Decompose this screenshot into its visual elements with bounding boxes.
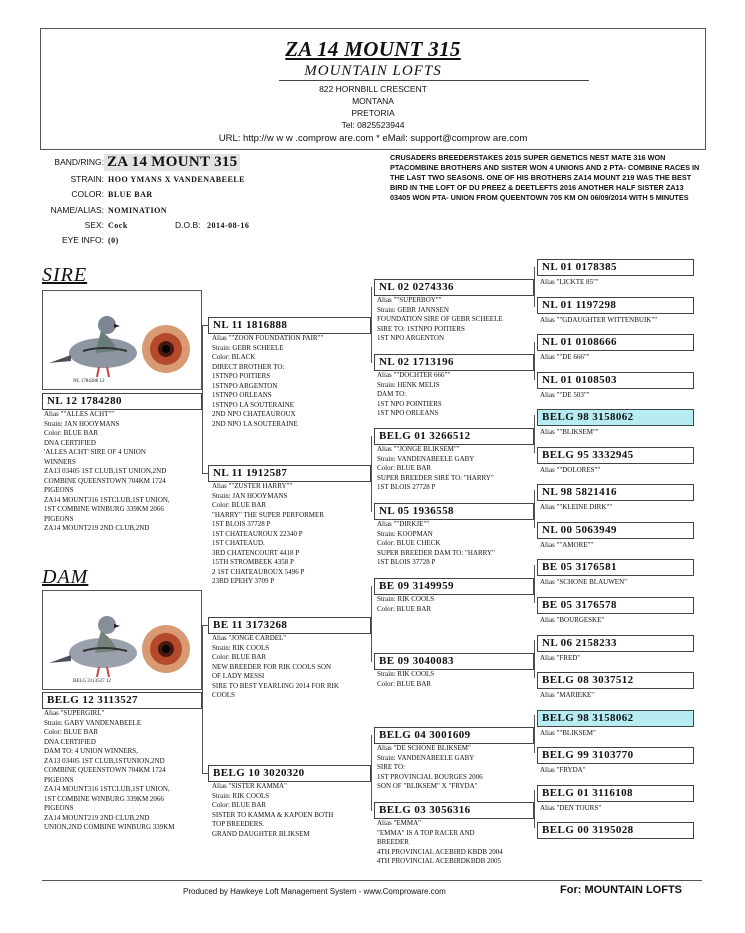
dam-photo-caption: BELG 3113527 12 (73, 679, 111, 684)
detail-line: FOUNDATION SIRE OF GEBR SCHEELE (377, 315, 503, 323)
detail-line: PIGEONS (44, 804, 74, 812)
detail-line: Color: BLUE BAR (377, 679, 432, 688)
detail-line: SUPER BREEDER SIRE TO: "HARRY" (377, 473, 494, 482)
eye-label: EYE INFO: (61, 235, 104, 245)
detail-line: ZA14 MOUNT219 2ND CLUB,2ND (44, 813, 150, 822)
gen2-details-1 (212, 334, 323, 429)
gen4-band: BE 05 3176578 (537, 597, 694, 614)
gen4-alias: Alias ""DE 503"" (540, 391, 590, 399)
detail-line: Strain: HENK MELIS (377, 380, 440, 389)
detail-line: SIRE TO: 1STNPO POITIERS (377, 324, 465, 333)
detail-line: Alias "JONGE CARDEL" (212, 634, 287, 642)
connector (202, 625, 203, 773)
url-email: URL: http://w w w .comprow are.com * eMail: support@comprow are.com (218, 133, 528, 144)
eye-value: (0) (108, 236, 119, 245)
gen4-alias: Alias ""DOLORES"" (540, 466, 601, 474)
gen4-alias: Alias ""KLEINE DIRK"" (540, 503, 613, 511)
detail-line: ZA14 MOUNT316 1STCLUB,1ST UNION, (44, 495, 170, 504)
pigeon-image (43, 291, 201, 389)
detail-line: DAM TO: (377, 390, 407, 398)
dam-details (44, 709, 175, 833)
detail-line: 1ST NPO POINTIERS (377, 399, 442, 408)
detail-line: 1ST COMBINE WINBURG 339KM 2066 (44, 794, 164, 803)
gen2-band-1: NL 11 1816888 (208, 317, 371, 334)
gen4-alias: Alias "DEN TOURS" (540, 804, 602, 812)
gen2-details-3 (212, 634, 339, 701)
detail-line: COMBINE QUEENSTOWN 704KM 1724 (44, 476, 166, 485)
detail-line: WINNERS (44, 457, 76, 466)
gen4-band: BELG 08 3037512 (537, 672, 694, 689)
detail-line: "HARRY" THE SUPER PERFORMER (212, 510, 324, 519)
dam-heading: DAM (42, 566, 89, 588)
dob-label: D.O.B: (175, 220, 201, 230)
dob-value: 2014-08-16 (207, 221, 250, 230)
detail-line: Strain: RIK COOLS (212, 791, 270, 800)
detail-line: Alias ""SUPERBOY"" (377, 296, 442, 304)
dam-photo (42, 590, 202, 690)
detail-line: Alias "EMMA" (377, 819, 422, 827)
detail-line: 15TH STROMBEEK 4358 P (212, 558, 294, 566)
pigeon-image (43, 591, 201, 689)
detail-line: Alias ""DOCHTER 666"" (377, 371, 451, 379)
gen3-band-8: BELG 03 3056316 (374, 802, 534, 819)
detail-line: Color: BLUE BAR (212, 501, 267, 509)
detail-line: SUPER BREEDER DAM TO: "HARRY" (377, 548, 495, 557)
detail-line: Alias ""ZUSTER HARRY"" (212, 482, 293, 490)
detail-line: PIGEONS (44, 514, 74, 523)
detail-line: Color: BLACK (212, 353, 256, 361)
connector (534, 715, 535, 753)
sex-value: Cock (108, 221, 128, 230)
gen3-details-3 (377, 445, 494, 493)
strain-value: HOO YMANS X VANDENABEELE (108, 175, 245, 184)
detail-line: PIGEONS (44, 486, 74, 494)
detail-line: 1ST BLOIS 27728 P (377, 483, 436, 491)
detail-line: Alias ""ALLES ACHT"" (44, 410, 115, 418)
detail-line: 4TH PROVINCIAL ACEBIRDKBDB 2005 (377, 857, 501, 865)
strain-label: STRAIN: (70, 174, 104, 184)
header-box (40, 28, 706, 150)
detail-line: 1ST BLOIS 37728 P (212, 520, 271, 528)
detail-line: SIRE TO BEST YEARLING 2014 FOR RIK (212, 681, 339, 690)
detail-line: Alias "DE SCHONE BLIKSEM" (377, 744, 471, 752)
remarks-text: CRUSADERS BREEDERSTAKES 2015 SUPER GENETICS NEST MATE 316 WON PTACOMBINE BROTHERS AND SISTER WON 4 UNIONS AND 2 PTA- COMBINE RACES IN THE LAST TWO SEASONS. ONE OF HIS BROTHERS ZA14 MOUNT 219 WAS THE BEST BIRD IN THE LOFT OF DU PREEZ & DEETLEFTS 2016 ANOTHER HALF SISTER ZA13 03405 WON PTA- UNION FROM QUEENTOWN 705 KM ON 06/09/2014 WITH 5 MINUTES (390, 153, 700, 202)
sex-label: SEX: (84, 220, 104, 230)
detail-line: Color: BLUE BAR (212, 653, 267, 661)
gen3-details-4 (377, 520, 495, 568)
gen4-band: BELG 98 3158062 (537, 710, 694, 727)
name-value: NOMINATION (108, 206, 168, 215)
gen3-details-6 (377, 670, 434, 689)
gen4-band: BELG 98 3158062 (537, 409, 694, 426)
sire-details (44, 410, 170, 534)
gen3-details-5 (377, 595, 434, 614)
detail-line: OF LADY MESSI (212, 672, 265, 680)
gen4-alias: Alias ""DE 666"" (540, 353, 590, 361)
gen2-band-3: BE 11 3173268 (208, 617, 371, 634)
connector (534, 267, 535, 307)
sire-photo (42, 290, 202, 390)
address-line-2: MONTANA (352, 96, 394, 106)
connector (202, 473, 208, 474)
address-line-1: 822 HORNBILL CRESCENT (319, 84, 427, 94)
gen4-band: NL 01 0108503 (537, 372, 694, 389)
sire-heading: SIRE (42, 264, 88, 286)
gen2-band-2: NL 11 1912587 (208, 465, 371, 482)
connector (534, 565, 535, 603)
for-loft: For: MOUNTAIN LOFTS (560, 884, 682, 896)
connector (371, 436, 372, 512)
gen3-details-1 (377, 296, 503, 344)
color-value: BLUE BAR (108, 190, 153, 199)
detail-line: 2ND NPO LA SOUTERAINE (212, 419, 298, 428)
gen2-band-4: BELG 10 3020320 (208, 765, 371, 782)
produced-by: Produced by Hawkeye Loft Management System - www.Comproware.com (183, 887, 446, 896)
detail-line: 1ST CHATEAUD. (212, 539, 265, 547)
gen4-alias: Alias ""BLIKSEM" (540, 729, 596, 737)
detail-line: Strain: JAN HOOYMANS (212, 491, 288, 500)
detail-line: Strain: VANDENABEELE GABY (377, 454, 475, 463)
detail-line: 2 1ST CHATEAUROUX 5496 P (212, 567, 305, 576)
detail-line: Color: BLUE BAR (212, 801, 267, 809)
gen4-alias: Alias "MARIEKE" (540, 691, 595, 699)
detail-line: Color: BLUE BAR (44, 429, 99, 437)
detail-line: 'ALLES ACHT' SIRE OF 4 UNION (44, 448, 146, 456)
page-title: ZA 14 MOUNT 315 (285, 37, 461, 61)
detail-line: Color: BLUE BAR (44, 728, 99, 736)
gen4-band: BELG 99 3103770 (537, 747, 694, 764)
gen4-alias: Alias ""AMORE"" (540, 541, 594, 549)
gen3-band-3: BELG 01 3266512 (374, 428, 534, 445)
detail-line: Strain: GABY VANDENABEELE (44, 718, 142, 727)
gen4-band: BE 05 3176581 (537, 559, 694, 576)
detail-line: 1ST PROVINCIAL BOURGES 2006 (377, 772, 483, 781)
detail-line: Alias "SUPERGIRL" (44, 709, 105, 717)
gen4-band: NL 98 5821416 (537, 484, 694, 501)
detail-line: 23RD EPEHY 3709 P (212, 577, 275, 585)
gen3-details-8 (377, 819, 503, 867)
detail-line: ZA13 03405 1ST CLUB,1ST UNION,2ND (44, 467, 167, 475)
detail-line: COMBINE QUEENSTOWN 704KM 1724 (44, 766, 166, 774)
detail-line: 1STNPO ARGENTON (212, 381, 278, 390)
detail-line: ZA13 03405 1ST CLUB,1STUNION,2ND (44, 756, 165, 765)
dam-band: BELG 12 3113527 (42, 692, 202, 709)
gen3-band-4: NL 05 1936558 (374, 503, 534, 520)
detail-line: ZA14 MOUNT316 1STCLUB,1ST UNION, (44, 785, 170, 793)
detail-line: 2ND NPO CHATEAUROUX (212, 410, 296, 418)
gen3-details-2 (377, 371, 450, 419)
gen3-band-7: BELG 04 3001609 (374, 727, 534, 744)
gen4-band: BELG 95 3332945 (537, 447, 694, 464)
detail-line: Color: BLUE CHECK (377, 539, 441, 547)
detail-line: 1STNPO POITIERS (212, 372, 271, 380)
band-value: ZA 14 MOUNT 315 (104, 154, 240, 171)
gen3-details-7 (377, 744, 483, 792)
detail-line: BREEDER (377, 838, 409, 846)
gen3-band-2: NL 02 1713196 (374, 354, 534, 371)
detail-line: TOP BREEDERS. (212, 820, 265, 828)
detail-line: NEW BREEDER FOR RIK COOLS SON (212, 662, 332, 671)
gen4-band: NL 01 0108666 (537, 334, 694, 351)
header-rule (279, 80, 589, 81)
detail-line: 4TH PROVINCIAL ACEBIRD KBDB 2004 (377, 847, 503, 856)
detail-line: 1ST CHATEAUROUX 22340 P (212, 529, 303, 538)
detail-line: UNION,2ND COMBINE WINBURG 339KM (44, 823, 175, 831)
gen4-alias: Alias ""BLIKSEM"" (540, 428, 599, 436)
gen4-band: NL 06 2158233 (537, 635, 694, 652)
gen4-alias: Alias "LICKTE 85"" (540, 278, 599, 286)
detail-line: SISTER TO KAMMA & KAPOEN BOTH (212, 810, 334, 819)
detail-line: SON OF "BLIKSEM" X "FRYDA" (377, 782, 478, 790)
gen4-alias: Alias ""GDAUGHTER WITTENBUIK"" (540, 316, 658, 324)
detail-line: 1STNPO LA SOUTERAINE (212, 400, 295, 409)
gen4-band: NL 00 5063949 (537, 522, 694, 539)
detail-line: SIRE TO: (377, 763, 405, 771)
connector (534, 490, 535, 528)
gen4-alias: Alias "FRYDA" (540, 766, 586, 774)
color-label: COLOR: (71, 189, 104, 199)
detail-line: PIGEONS (44, 775, 74, 784)
detail-line: 1ST BLOIS 37728 P (377, 558, 436, 566)
connector (202, 325, 203, 473)
detail-line: 1STNPO ORLEANS (212, 391, 272, 399)
detail-line: Color: BLUE BAR (377, 604, 432, 613)
detail-line: Strain: JAN HOOYMANS (44, 419, 120, 428)
gen4-band: BELG 01 3116108 (537, 785, 694, 802)
connector (371, 586, 372, 662)
gen4-band: NL 01 1197298 (537, 297, 694, 314)
gen4-alias: Alias "FRED" (540, 654, 581, 662)
detail-line: 3RD CHATENCOURT 4418 P (212, 548, 300, 557)
detail-line: Alias ""ZOON FOUNDATION PAIR"" (212, 334, 324, 342)
gen4-band: BELG 00 3195028 (537, 822, 694, 839)
detail-line: 1ST NPO ORLEANS (377, 409, 439, 417)
detail-line: DNA CERTIFIED (44, 438, 96, 447)
detail-line: Alias ""DIRKJE"" (377, 520, 430, 528)
gen2-details-4 (212, 782, 333, 839)
gen4-alias: Alias "BOURGESKE" (540, 616, 605, 624)
detail-line: 1ST NPO ARGENTON (377, 334, 445, 342)
gen3-band-5: BE 09 3149959 (374, 578, 534, 595)
detail-line: Strain: GEBR JANNSEN (377, 305, 449, 314)
detail-line: Alias "SISTER KAMMA" (212, 782, 287, 790)
detail-line: Strain: KOOPMAN (377, 529, 433, 538)
address-line-3: PRETORIA (351, 108, 395, 118)
detail-line: DNA CERTIFIED (44, 737, 96, 746)
detail-line: ZA14 MOUNT219 2ND CLUB,2ND (44, 524, 150, 532)
gen4-alias: Alias "SCHONE BLAUWEN" (540, 578, 627, 586)
gen2-details-2 (212, 482, 324, 587)
detail-line: Strain: RIK COOLS (212, 643, 270, 652)
connector (371, 735, 372, 811)
detail-line: 1ST COMBINE WINBURG 339KM 2066 (44, 505, 164, 513)
detail-line: Alias ""JONGE BLIKSEM"" (377, 445, 460, 453)
detail-line: Strain: RIK COOLS (377, 670, 435, 678)
gen3-band-6: BE 09 3040083 (374, 653, 534, 670)
detail-line: Color: BLUE BAR (377, 464, 432, 472)
detail-line: Strain: RIK COOLS (377, 595, 435, 603)
connector (534, 415, 535, 453)
detail-line: Strain: VANDENABEELE GABY (377, 753, 475, 762)
footer-rule (42, 880, 702, 881)
sire-band: NL 12 1784280 (42, 393, 202, 410)
detail-line: GRAND DAUGHTER BLIKSEM (212, 829, 310, 838)
name-label: NAME/ALIAS: (50, 205, 104, 215)
loft-name: MOUNTAIN LOFTS (304, 63, 442, 79)
sire-photo-caption: NL 1784280 12 (73, 379, 105, 384)
telephone: Tel: 0825523944 (341, 120, 405, 130)
gen3-band-1: NL 02 0274336 (374, 279, 534, 296)
connector (202, 773, 208, 774)
gen4-band: NL 01 0178385 (537, 259, 694, 276)
detail-line: COOLS (212, 691, 235, 699)
detail-line: DAM TO: 4 UNION WINNERS, (44, 747, 138, 755)
detail-line: Strain: GEBR SCHEELE (212, 343, 284, 352)
connector (534, 790, 535, 828)
connector (371, 287, 372, 363)
detail-line: "EMMA" IS A TOP RACER AND (377, 828, 475, 837)
detail-line: DIRECT BROTHER TO: (212, 362, 285, 371)
connector (534, 342, 535, 380)
connector (534, 640, 535, 678)
band-label: BAND/RING: (54, 157, 104, 167)
